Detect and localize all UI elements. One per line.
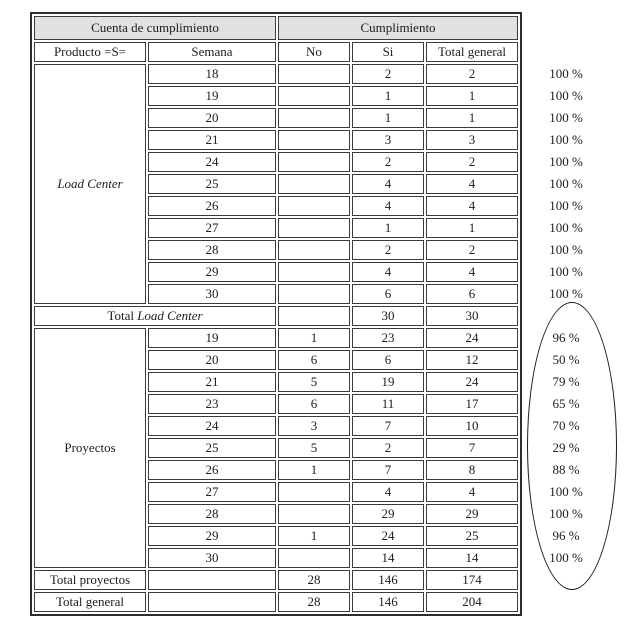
cell-no: 1: [278, 328, 350, 348]
percentage-value: 100 %: [549, 66, 583, 81]
cell-si: 1: [352, 86, 424, 106]
cell-si: 3: [352, 130, 424, 150]
table-row: [34, 64, 518, 84]
cell-si: 24: [352, 526, 424, 546]
cell-si: 146: [352, 570, 424, 590]
cell-week: 26: [148, 196, 276, 216]
percentage-value: 88 %: [552, 462, 580, 477]
cell-si: 7: [352, 460, 424, 480]
cell-week: 29: [148, 262, 276, 282]
cell-week: 23: [148, 394, 276, 414]
cell-total: 1: [426, 86, 518, 106]
percentage-value: 100 %: [549, 132, 583, 147]
cell-no: [278, 196, 350, 216]
table-row: [34, 328, 518, 348]
cell-si: 1: [352, 108, 424, 128]
table-column-header-row: [34, 42, 518, 62]
cell-total: 17: [426, 394, 518, 414]
percentage-value: 100 %: [549, 484, 583, 499]
cell-total: 4: [426, 196, 518, 216]
footer-total-row: [34, 592, 518, 612]
cell-total: 174: [426, 570, 518, 590]
cell-si: 6: [352, 284, 424, 304]
percentage-value: 100 %: [549, 176, 583, 191]
cell-no: [278, 152, 350, 172]
cell-week: 29: [148, 526, 276, 546]
cell-total: 24: [426, 328, 518, 348]
highlight-ellipse: [527, 302, 617, 590]
cell-total: 24: [426, 372, 518, 392]
cell-product: Proyectos: [34, 328, 146, 568]
cell-week: 19: [148, 328, 276, 348]
cell-no: [278, 240, 350, 260]
col-header-producto: Producto =S=: [34, 42, 146, 62]
cell-no: 5: [278, 438, 350, 458]
cell-si: 19: [352, 372, 424, 392]
footer-total-row: [34, 570, 518, 590]
group-total-label-italic: Load Center: [137, 308, 203, 323]
cell-total-label: Total proyectos: [34, 570, 146, 590]
cell-no: [278, 86, 350, 106]
cell-week: 21: [148, 130, 276, 150]
percentage-value: 29 %: [552, 440, 580, 455]
cell-si: 2: [352, 64, 424, 84]
cell-total: 30: [426, 306, 518, 326]
cell-total: 4: [426, 482, 518, 502]
cell-total: 25: [426, 526, 518, 546]
cell-si: 23: [352, 328, 424, 348]
cell-total: 204: [426, 592, 518, 612]
percentage-value: 100 %: [549, 198, 583, 213]
cell-no: [278, 504, 350, 524]
cell-week: 18: [148, 64, 276, 84]
cell-si: 7: [352, 416, 424, 436]
compliance-pivot-table: [30, 12, 522, 616]
cell-no: 28: [278, 592, 350, 612]
cell-week: 30: [148, 284, 276, 304]
cell-si: 6: [352, 350, 424, 370]
cell-week: 20: [148, 108, 276, 128]
percentage-value: 96 %: [552, 528, 580, 543]
cell-total: 29: [426, 504, 518, 524]
cell-product: Load Center: [34, 64, 146, 304]
cell-week: 24: [148, 152, 276, 172]
cell-week: 28: [148, 504, 276, 524]
cell-no: 1: [278, 526, 350, 546]
cell-no: 6: [278, 350, 350, 370]
cell-group-total-label: Total Load Center: [34, 306, 276, 326]
cell-total: 3: [426, 130, 518, 150]
percentage-value: 70 %: [552, 418, 580, 433]
cell-si: 2: [352, 240, 424, 260]
cell-si: 14: [352, 548, 424, 568]
percentage-value: 100 %: [549, 550, 583, 565]
cell-week: 24: [148, 416, 276, 436]
cell-total: 6: [426, 284, 518, 304]
cell-no: [278, 548, 350, 568]
percentage-value: 96 %: [552, 330, 580, 345]
cell-no: 3: [278, 416, 350, 436]
cell-total: 2: [426, 240, 518, 260]
cell-total: 1: [426, 218, 518, 238]
cell-si: 30: [352, 306, 424, 326]
col-header-si: Si: [352, 42, 424, 62]
col-header-semana: Semana: [148, 42, 276, 62]
percentage-value: 100 %: [549, 110, 583, 125]
cell-no: [278, 284, 350, 304]
cell-total: 14: [426, 548, 518, 568]
percentage-value: 100 %: [549, 220, 583, 235]
cell-week: 27: [148, 482, 276, 502]
group-total-row: [34, 306, 518, 326]
cell-total-label: Total general: [34, 592, 146, 612]
cell-no: [278, 64, 350, 84]
percentage-value: 65 %: [552, 396, 580, 411]
cell-si: 4: [352, 174, 424, 194]
col-header-total-general: Total general: [426, 42, 518, 62]
cell-no: [278, 218, 350, 238]
cell-total: 4: [426, 262, 518, 282]
cell-no: [278, 174, 350, 194]
header-cumplimiento: Cumplimiento: [278, 16, 518, 40]
cell-total: 4: [426, 174, 518, 194]
percentage-value: 100 %: [549, 506, 583, 521]
cell-week: 25: [148, 174, 276, 194]
cell-no: [278, 306, 350, 326]
cell-week: 21: [148, 372, 276, 392]
cell-no: 5: [278, 372, 350, 392]
cell-no: [278, 130, 350, 150]
cell-total: 7: [426, 438, 518, 458]
cell-si: 1: [352, 218, 424, 238]
cell-total: 1: [426, 108, 518, 128]
percentage-value: 50 %: [552, 352, 580, 367]
cell-si: 4: [352, 482, 424, 502]
cell-week: 28: [148, 240, 276, 260]
cell-si: 11: [352, 394, 424, 414]
col-header-no: No: [278, 42, 350, 62]
cell-si: 4: [352, 262, 424, 282]
cell-week: 20: [148, 350, 276, 370]
cell-si: 146: [352, 592, 424, 612]
cell-si: 2: [352, 438, 424, 458]
cell-total: 2: [426, 64, 518, 84]
cell-week: [148, 570, 276, 590]
cell-total: 8: [426, 460, 518, 480]
cell-week: [148, 592, 276, 612]
percentage-value: 100 %: [549, 154, 583, 169]
cell-no: 6: [278, 394, 350, 414]
percentage-value: 79 %: [552, 374, 580, 389]
cell-no: [278, 108, 350, 128]
table-header-group-row: [34, 16, 518, 40]
cell-week: 30: [148, 548, 276, 568]
percentage-value: 100 %: [549, 88, 583, 103]
percentage-value: 100 %: [549, 242, 583, 257]
cell-week: 26: [148, 460, 276, 480]
cell-no: 1: [278, 460, 350, 480]
cell-total: 2: [426, 152, 518, 172]
cell-si: 4: [352, 196, 424, 216]
cell-week: 27: [148, 218, 276, 238]
cell-total: 12: [426, 350, 518, 370]
header-cuenta-de-cumplimiento: Cuenta de cumplimiento: [34, 16, 276, 40]
cell-no: [278, 482, 350, 502]
cell-no: 28: [278, 570, 350, 590]
percentage-value: 100 %: [549, 286, 583, 301]
cell-si: 2: [352, 152, 424, 172]
cell-week: 25: [148, 438, 276, 458]
cell-si: 29: [352, 504, 424, 524]
percentage-value: 100 %: [549, 264, 583, 279]
cell-week: 19: [148, 86, 276, 106]
cell-total: 10: [426, 416, 518, 436]
cell-no: [278, 262, 350, 282]
